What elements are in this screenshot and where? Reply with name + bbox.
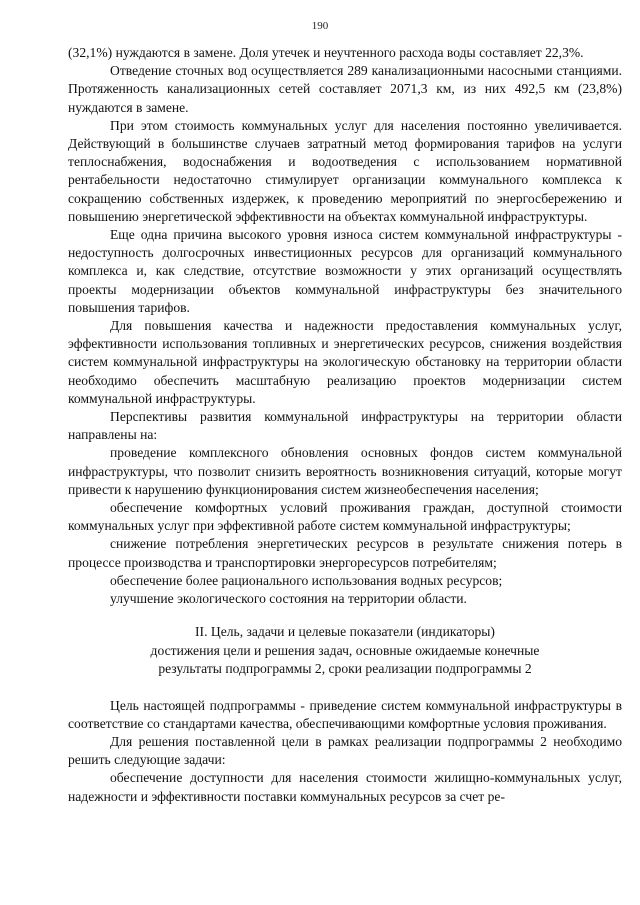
paragraph: Перспективы развития коммунальной инфраструктуры на территории области направлены на:	[68, 409, 622, 443]
list-item: обеспечение комфортных условий проживания граждан, доступной стоимости коммунальных услуг при эффективной работе систем коммунальной инфраструктуры;	[68, 500, 622, 534]
page-number: 190	[311, 20, 329, 32]
list-item: обеспечение более рационального использования водных ресурсов;	[110, 572, 503, 588]
document-body	[68, 44, 622, 806]
list-item: обеспечение доступности для населения стоимости жилищно-коммунальных услуг, надежности и эффективности поставки коммунальных ресурсов за счет ре-	[68, 770, 622, 804]
list-item: проведение комплексного обновления основных фондов систем коммунальной инфраструктуры, что позволит снизить вероятность возникновения ситуаций, которые могут привести к нарушению функционирования систем жизнеобеспечения населения;	[68, 445, 622, 497]
section-heading-line: II. Цель, задачи и целевые показатели (индикаторы)	[195, 624, 495, 640]
list-item: улучшение экологического состояния на территории области.	[110, 591, 467, 607]
paragraph: (32,1%) нуждаются в замене. Доля утечек и неучтенного расхода воды составляет 22,3%.	[68, 45, 584, 60]
section-heading-line: результаты подпрограммы 2, сроки реализации подпрограммы 2	[158, 661, 532, 677]
paragraph: Еще одна причина высокого уровня износа систем коммунальной инфраструктуры - недоступность долгосрочных инвестиционных ресурсов для организаций коммунального комплекса и, как следствие, отсутствие возможности у этих организаций осуществлять проекты модернизации объектов коммунальной инфраструктуры без значительного повышения тарифов.	[68, 227, 622, 315]
paragraph: При этом стоимость коммунальных услуг для населения постоянно увеличивается. Действующий в большинстве случаев затратный метод формирования тарифов на услуги теплоснабжения, водоснабжения и водоотведения с использованием нормативной рентабельности недостаточно стимулирует организации коммунального комплекса к сокращению собственных издержек, к проведению мероприятий по энергосбережению и повышению энергетической эффективности на объектах коммунальной инфраструктуры.	[68, 117, 622, 224]
paragraph: Цель настоящей подпрограммы - приведение систем коммунальной инфраструктуры в соответствие со стандартами качества, обеспечивающими комфортные условия проживания.	[68, 697, 622, 731]
section-heading-line: достижения цели и решения задач, основные ожидаемые конечные	[150, 642, 540, 658]
paragraph: Для решения поставленной цели в рамках реализации подпрограммы 2 необходимо решить следующие задачи:	[68, 733, 622, 768]
section-heading	[68, 623, 622, 678]
list-item: снижение потребления энергетических ресурсов в результате снижения потерь в процессе производства и транспортировки энергоресурсов потребителям;	[68, 536, 622, 570]
paragraph: Отведение сточных вод осуществляется 289 канализационными насосными станциями. Протяженность канализационных сетей составляет 2071,3 км, из них 492,5 км (23,8%) нуждаются в замене.	[68, 63, 622, 115]
paragraph: Для повышения качества и надежности предоставления коммунальных услуг, эффективности использования топливных и энергетических ресурсов, снижения воздействия систем коммунальной инфраструктуры на экологическую обстановку на территории области необходимо обеспечить масштабную реализацию проектов модернизации систем коммунальной инфраструктуры.	[68, 318, 622, 406]
